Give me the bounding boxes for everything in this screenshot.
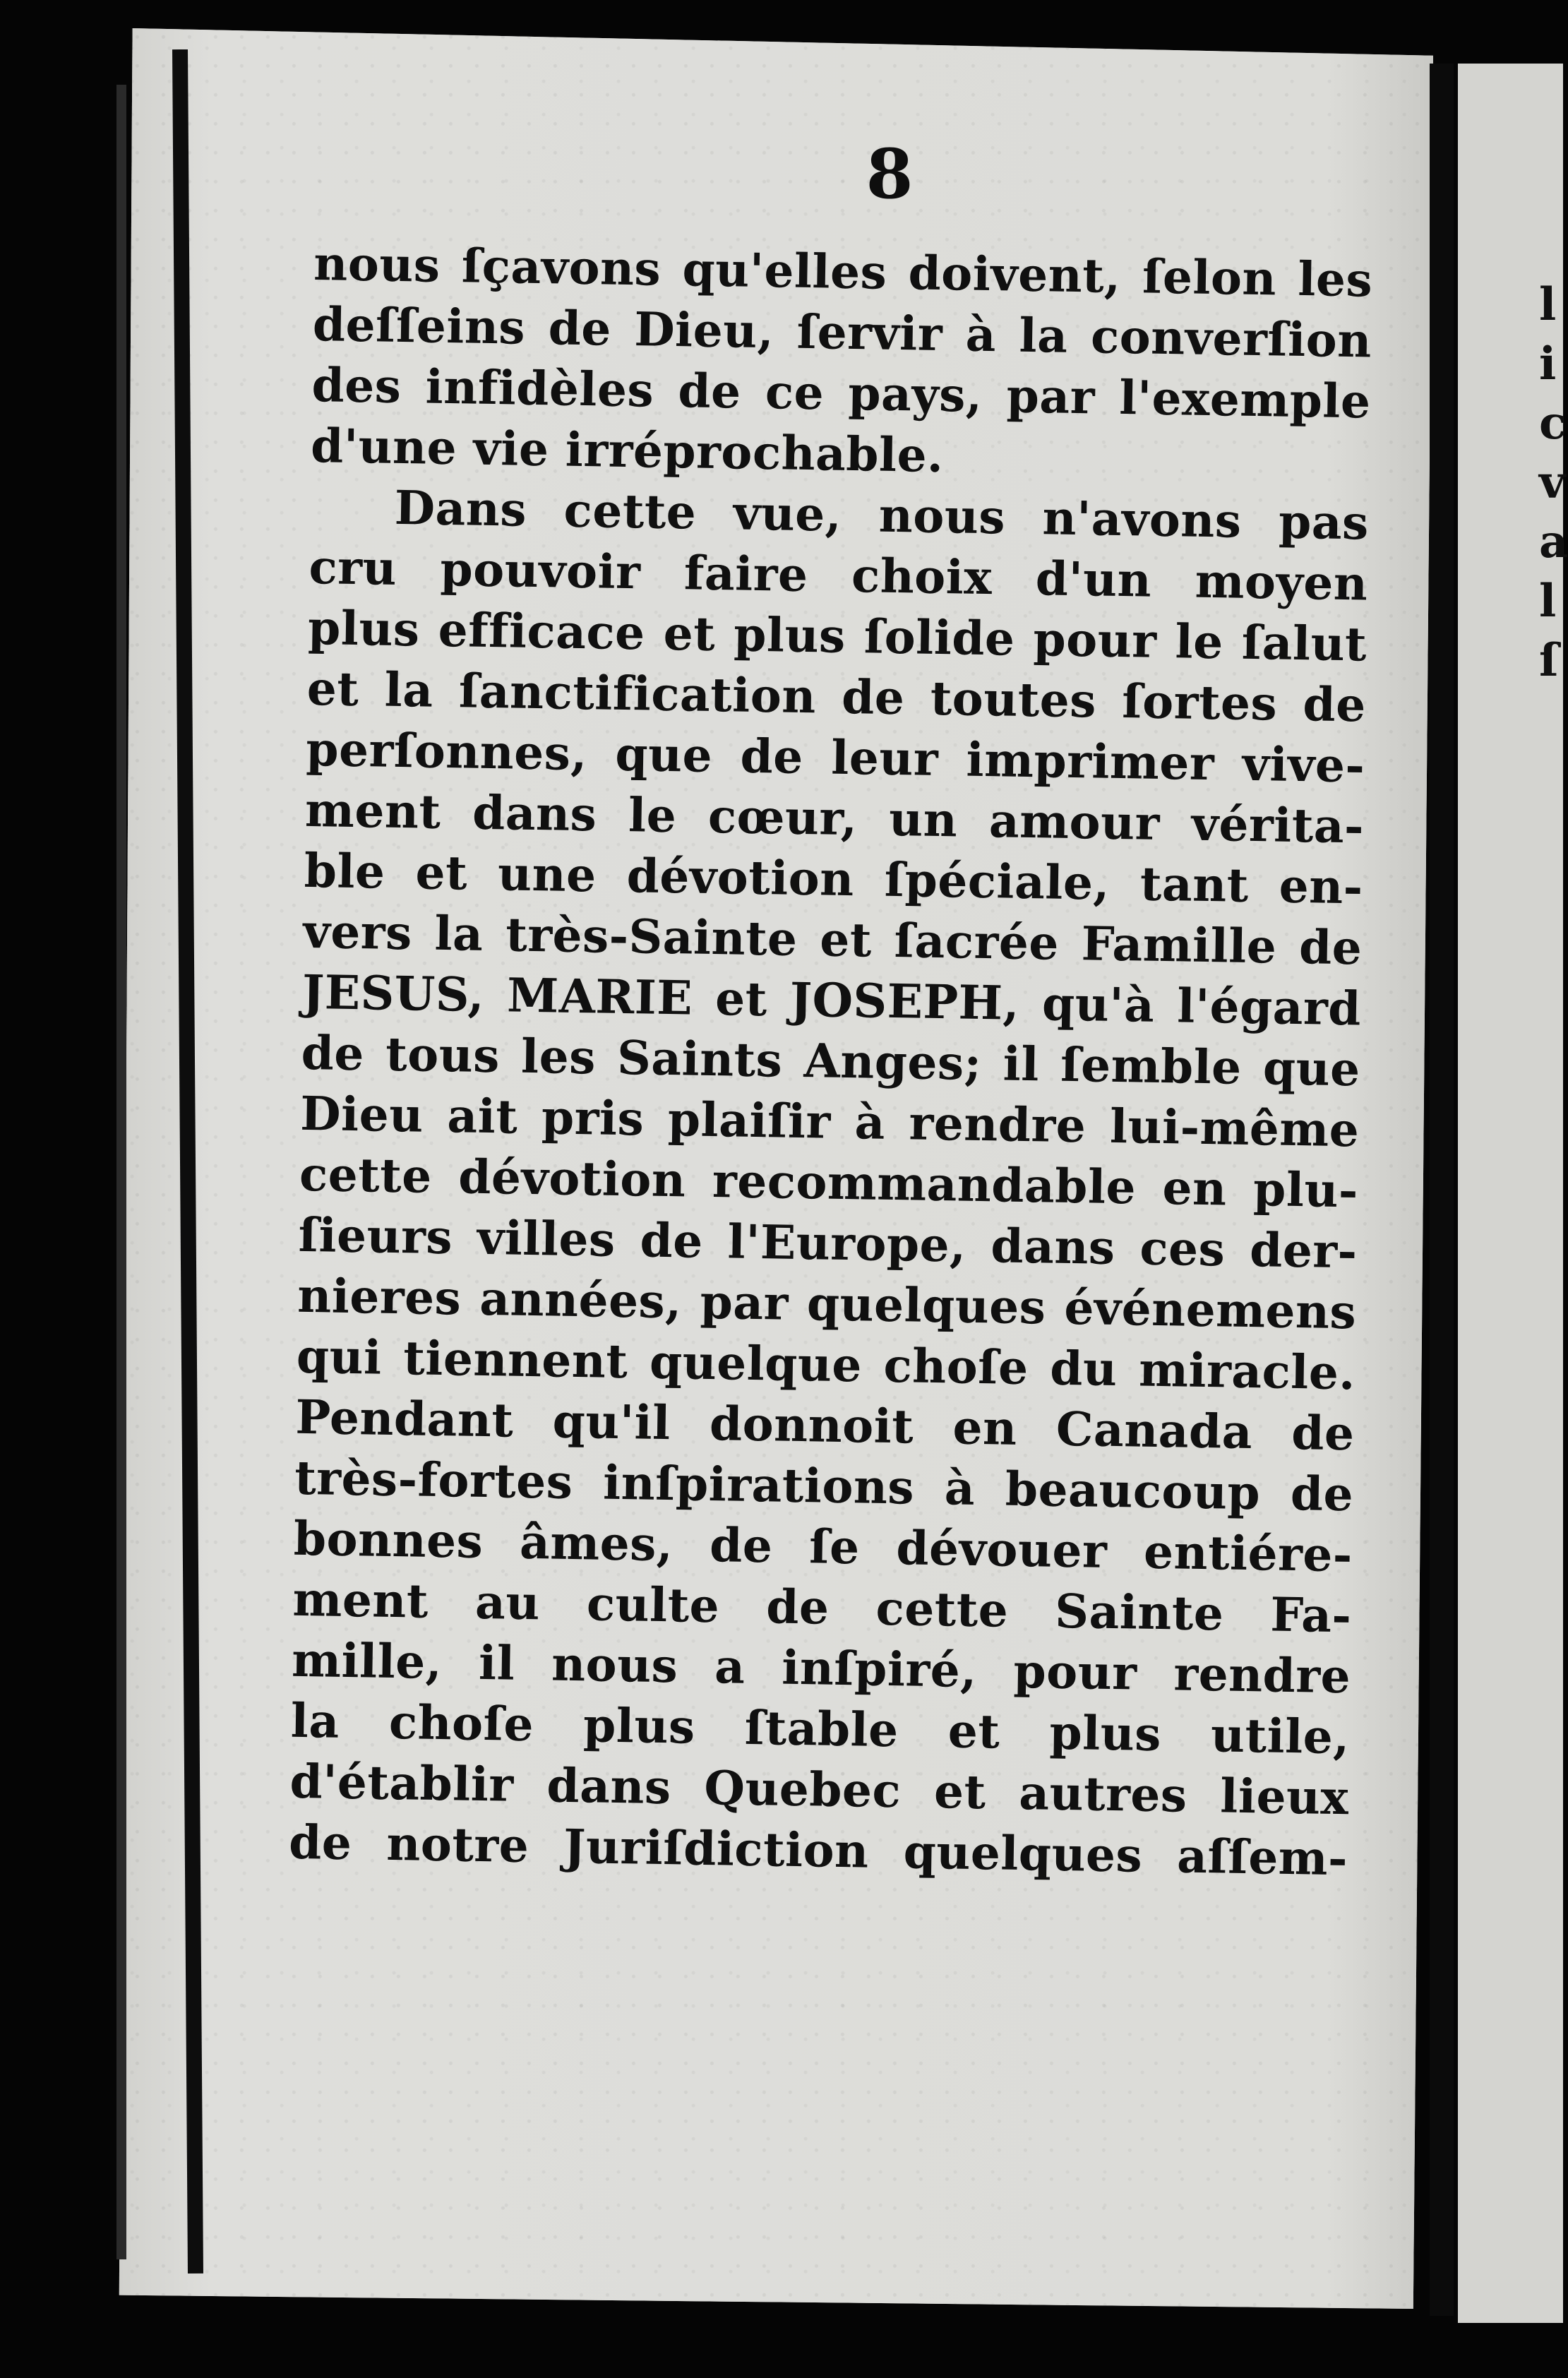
text-line: qui tiennent quelque choſe du miracle.	[296, 1328, 1356, 1401]
text-line: Pendant qu'il donnoit en Canada de	[295, 1389, 1355, 1462]
text-line: la choſe plus ſtable et plus utile,	[290, 1692, 1351, 1765]
gutter-rule	[1430, 64, 1454, 2316]
text-line: cette dévotion recommandable en plu-	[299, 1146, 1359, 1219]
text-line: nous ſçavons qu'elles doivent, ſelon les	[313, 235, 1373, 308]
body-text	[289, 233, 1373, 1889]
text-line: ble et une dévotion ſpéciale, tant en-	[304, 842, 1364, 915]
page-edge-shadow	[116, 85, 126, 2259]
text-line: vers la très-Sainte et ſacrée Famille de	[302, 903, 1363, 976]
facing-page-text	[1539, 275, 1567, 691]
text-line: perſonnes, que de leur imprimer vive-	[305, 721, 1365, 794]
text-line: ment dans le cœur, un amour vérita-	[304, 782, 1365, 854]
facing-glyph: c	[1539, 397, 1567, 450]
paragraph-start-line: Dans cette vue, nous n'avons pas	[394, 479, 1370, 551]
text-line: ſieurs villes de l'Europe, dans ces der-	[298, 1207, 1358, 1279]
text-line: ment au culte de cette Sainte Fa-	[292, 1571, 1353, 1644]
facing-glyph: i	[1539, 337, 1557, 390]
page-number: 8	[866, 134, 914, 214]
text-line: des infidèles de ce pays, par l'exemple	[311, 357, 1372, 429]
text-line: de notre Juriſdiction quelques aſſem-	[288, 1814, 1348, 1887]
facing-glyph: a	[1539, 515, 1568, 568]
text-line: d'établir dans Quebec et autres lieux	[289, 1753, 1349, 1826]
text-line: et la ſanctification de toutes ſortes de	[306, 660, 1367, 733]
text-line: Dieu ait pris plaiſir à rendre lui-même	[299, 1085, 1360, 1158]
text-line: de tous les Saints Anges; il ſemble que	[301, 1024, 1361, 1097]
facing-glyph: v	[1539, 456, 1566, 509]
text-line: JESUS, MARIE et JOSEPH, qu'à l'égard	[301, 964, 1362, 1036]
facing-glyph: l	[1539, 278, 1557, 331]
facing-glyph: ſ	[1539, 634, 1559, 687]
facing-glyph: l	[1539, 575, 1557, 628]
text-line: d'une vie irréprochable.	[310, 417, 945, 484]
text-line: très-fortes inſpirations à beaucoup de	[294, 1450, 1354, 1522]
text-line: bonnes âmes, de ſe dévouer entiére-	[293, 1510, 1353, 1583]
text-line: deſſeins de Dieu, ſervir à la converſion	[312, 296, 1372, 369]
text-line: mille, il nous a inſpiré, pour rendre	[291, 1632, 1351, 1704]
text-line: nieres années, par quelques événemens	[297, 1267, 1357, 1340]
text-line: cru pouvoir faire choix d'un moyen	[308, 539, 1368, 611]
text-line: plus efficace et plus ſolide pour le ſalut	[307, 599, 1367, 672]
